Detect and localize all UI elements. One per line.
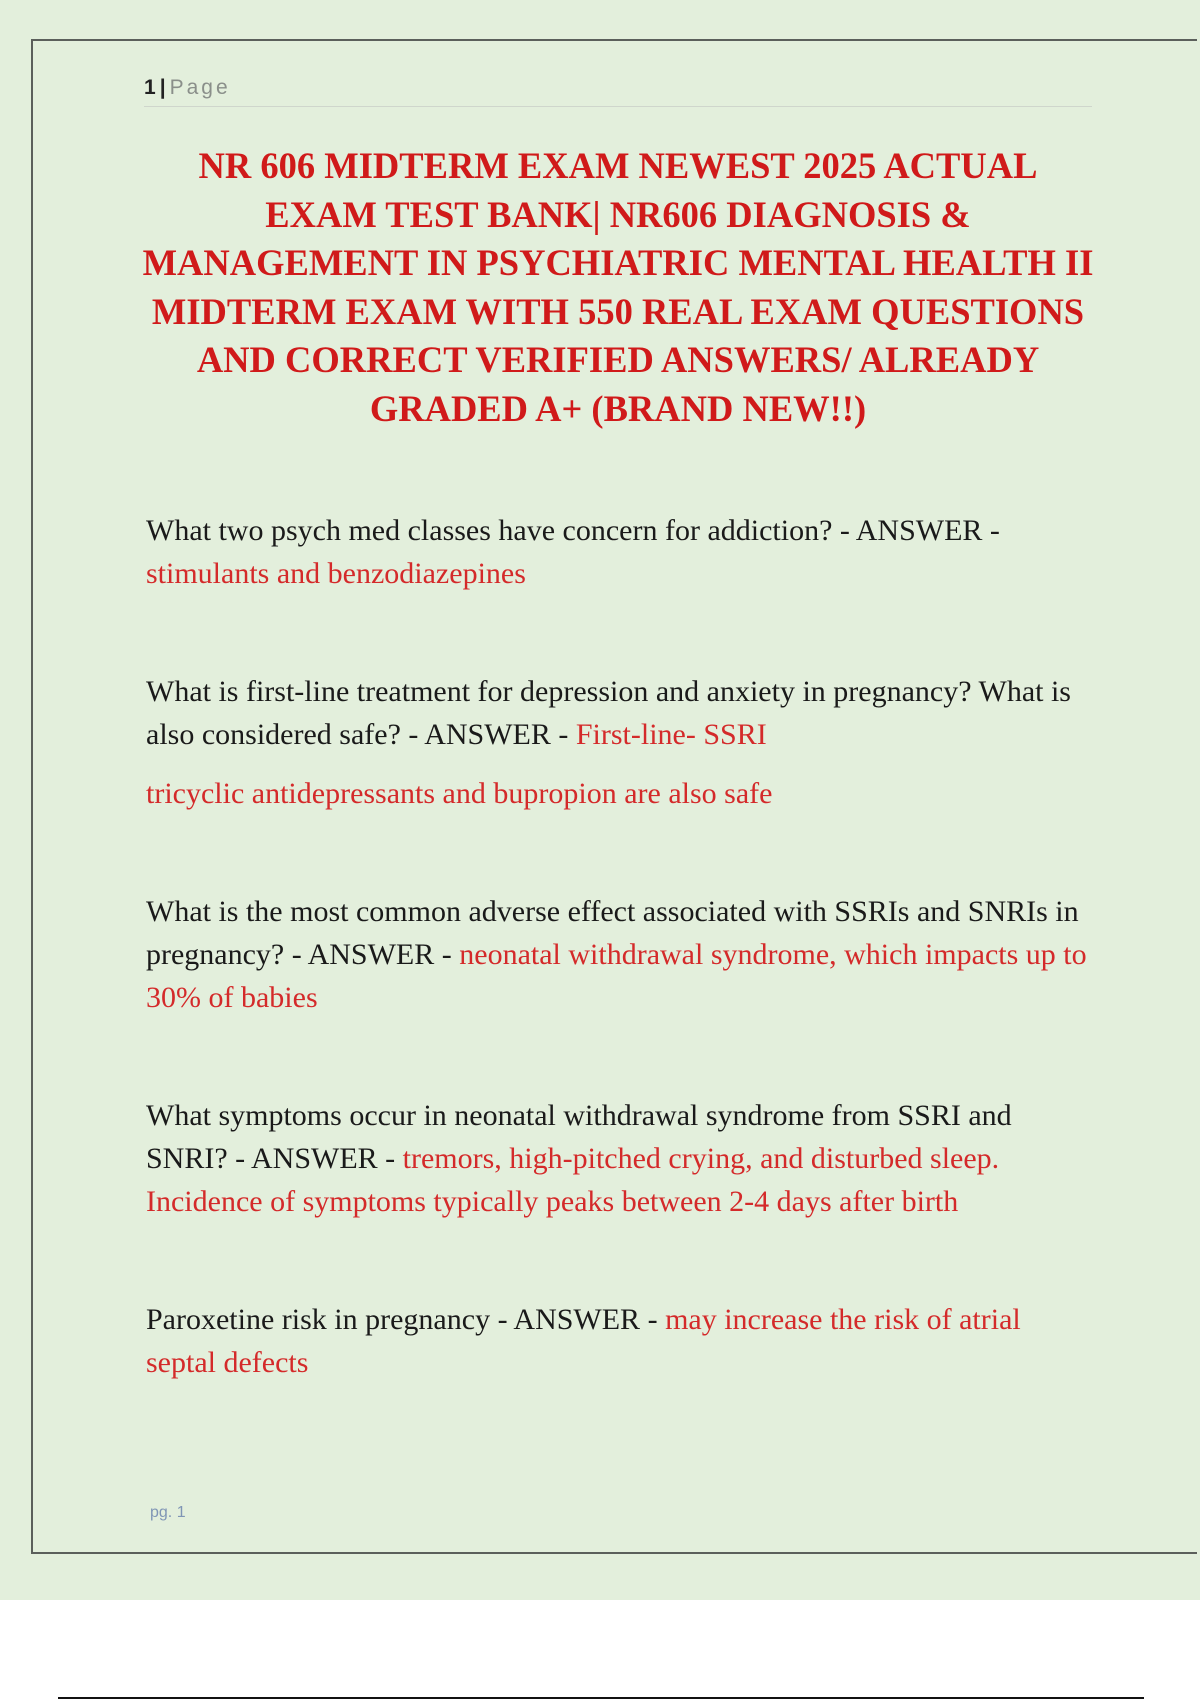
answer-text: stimulants and benzodiazepines (146, 557, 526, 590)
qa-item-2 (146, 670, 1096, 756)
running-header (144, 74, 1092, 107)
answer-text: tremors, high-pitched crying, and disturbed sleep. Incidence of symptoms typically peaks between 2-4 days after birth (146, 1142, 1000, 1218)
qa-item-5 (146, 1298, 1096, 1384)
document-title: NR 606 MIDTERM EXAM NEWEST 2025 ACTUAL EXAM TEST BANK| NR606 DIAGNOSIS & MANAGEMENT IN PSYCHIATRIC MENTAL HEALTH II MIDTERM EXAM WITH 550 REAL EXAM QUESTIONS AND CORRECT VERIFIED ANSWERS/ ALREADY GRADED A+ (BRAND NEW!!) (142, 145, 1094, 429)
qa-item-4 (146, 1094, 1096, 1223)
header-page-word: Page (169, 76, 231, 99)
answer-text: may increase the risk of atrial septal defects (146, 1303, 1021, 1379)
qa-item-1 (146, 509, 1096, 595)
question-text: What two psych med classes have concern for addiction? - ANSWER - (146, 514, 1000, 547)
page-footer-label: pg. 1 (150, 1504, 186, 1521)
answer-continuation: tricyclic antidepressants and bupropion are also safe (146, 777, 773, 810)
question-text: Paroxetine risk in pregnancy - ANSWER - (146, 1303, 666, 1336)
answer-text: neonatal withdrawal syndrome, which impacts up to 30% of babies (146, 938, 1087, 1014)
question-text: What symptoms occur in neonatal withdrawal syndrome from SSRI and SNRI? - ANSWER - (146, 1099, 1012, 1175)
header-page-number: 1 (144, 76, 156, 99)
question-text: What is first-line treatment for depression and anxiety in pregnancy? What is also considered safe? - ANSWER - (146, 675, 1071, 751)
bottom-divider (58, 1697, 1144, 1699)
qa-item-3 (146, 890, 1096, 1019)
answer-text: First-line- SSRI (575, 718, 767, 751)
question-text: What is the most common adverse effect associated with SSRIs and SNRIs in pregnancy? - ANSWER - (146, 895, 1079, 971)
header-separator: | (159, 76, 166, 99)
